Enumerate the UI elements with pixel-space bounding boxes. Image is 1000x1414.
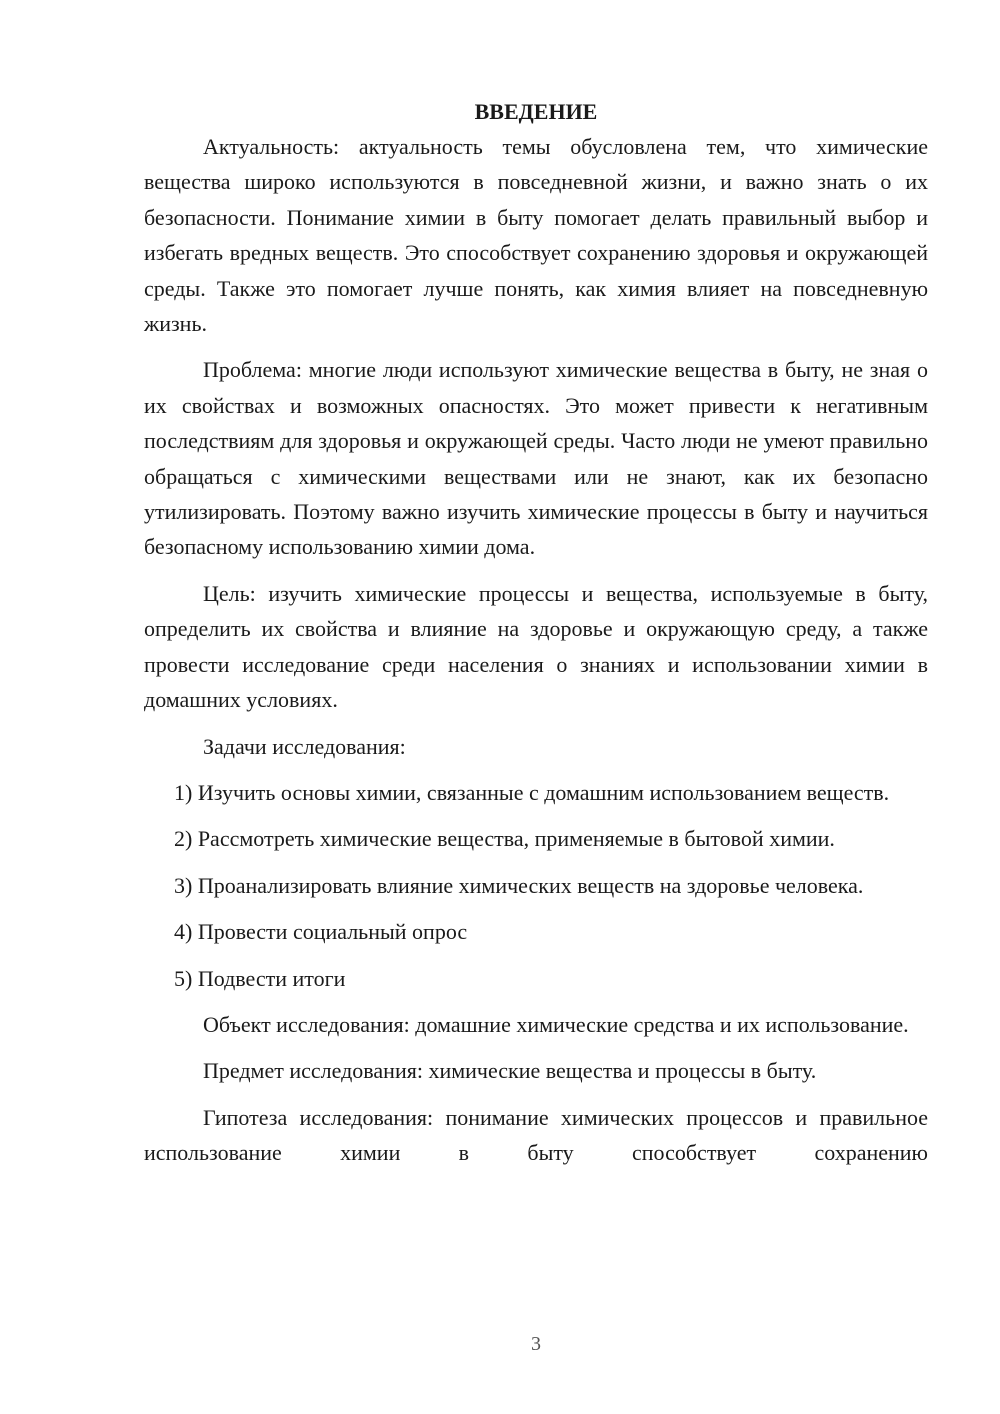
- page-content: [144, 94, 928, 1171]
- page-number: 3: [531, 1333, 541, 1355]
- task-item-2: 2) Рассмотреть химические вещества, применяемые в бытовой химии.: [174, 826, 835, 852]
- paragraph-tasks-heading: Задачи исследования:: [203, 733, 406, 759]
- task-item-1: 1) Изучить основы химии, связанные с домашним использованием веществ.: [174, 779, 890, 805]
- paragraph-problem: Проблема: многие люди используют химические вещества в быту, не зная о их свойствах и возможных опасностях. Это может привести к негативным последствиям для здоровья и окружающей среды. Часто люди не умеют правильно обращаться с химическими веществами или не знают, как их безопасно утилизировать. Поэтому важно изучить химические процессы в быту и научиться безопасному использованию химии дома.: [144, 357, 928, 560]
- task-item-4: 4) Провести социальный опрос: [174, 919, 468, 945]
- page-heading: ВВЕДЕНИЕ: [474, 99, 598, 124]
- task-item-5: 5) Подвести итоги: [174, 965, 346, 991]
- paragraph-goal: Цель: изучить химические процессы и вещества, используемые в быту, определить их свойства и влияние на здоровье и окружающую среду, а также провести исследование среди населения о знаниях и использовании химии в домашних условиях.: [144, 580, 928, 713]
- paragraph-object: Объект исследования: домашние химические средства и их использование.: [203, 1011, 909, 1037]
- task-item-3: 3) Проанализировать влияние химических веществ на здоровье человека.: [174, 872, 864, 898]
- paragraph-relevance: Актуальность: актуальность темы обусловлена тем, что химические вещества широко используются в повседневной жизни, и важно знать о их безопасности. Понимание химии в быту помогает делать правильный выбор и избегать вредных веществ. Это способствует сохранению здоровья и окружающей среды. Также это помогает лучше понять, как химия влияет на повседневную жизнь.: [144, 134, 928, 337]
- paragraph-hypothesis: Гипотеза исследования: понимание химических процессов и правильное использование химии в быту способствует сохранению: [144, 1104, 928, 1166]
- paragraph-subject: Предмет исследования: химические вещества и процессы в быту.: [203, 1058, 817, 1084]
